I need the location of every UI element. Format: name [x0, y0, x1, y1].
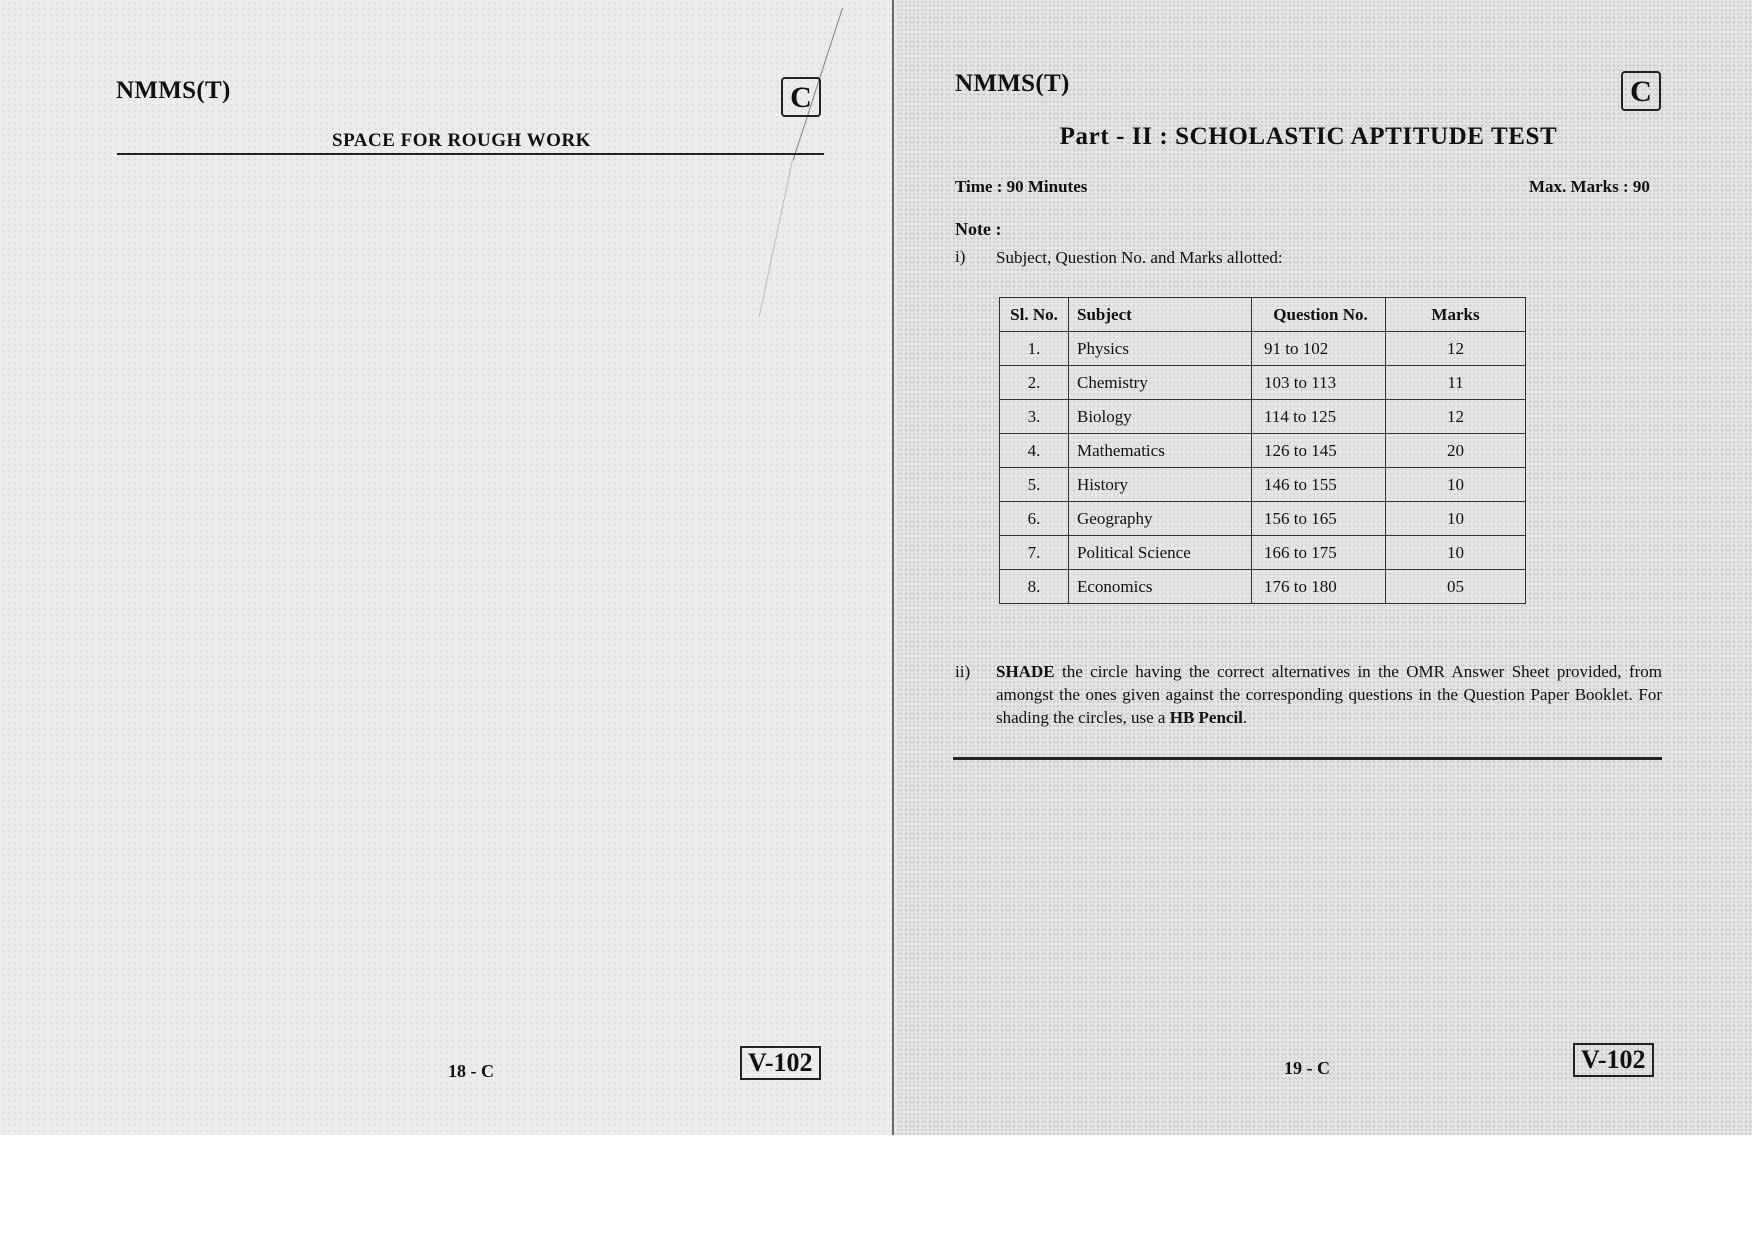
subject-cell: Political Science [1069, 536, 1252, 570]
serial-cell: 5. [1000, 468, 1069, 502]
subject-cell: Physics [1069, 332, 1252, 366]
subject-cell: Chemistry [1069, 366, 1252, 400]
marks-table [999, 297, 1526, 604]
subject-cell: Economics [1069, 570, 1252, 604]
left-page-number: 18 - C [448, 1061, 494, 1081]
table-row [1000, 468, 1526, 502]
table-row [1000, 332, 1526, 366]
subject-cell: Geography [1069, 502, 1252, 536]
left-header-rule [117, 153, 824, 155]
max-marks: Max. Marks : 90 [1529, 177, 1650, 196]
part-title: Part - II : SCHOLASTIC APTITUDE TEST [1059, 123, 1558, 150]
table-row [1000, 570, 1526, 604]
table-row [1000, 366, 1526, 400]
table-row [1000, 536, 1526, 570]
question-range-cell: 103 to 113 [1252, 366, 1386, 400]
note-number: ii) [955, 662, 971, 681]
column-header: Question No. [1252, 298, 1386, 332]
time-allowed: Time : 90 Minutes [955, 177, 1088, 196]
right-paper-code: V-102 [1573, 1043, 1654, 1077]
question-range-cell: 91 to 102 [1252, 332, 1386, 366]
marks-cell: 05 [1386, 570, 1526, 604]
left-page [0, 0, 893, 1135]
note-emphasis: SHADE [996, 662, 1055, 681]
question-range-cell: 176 to 180 [1252, 570, 1386, 604]
serial-cell: 1. [1000, 332, 1069, 366]
left-header-code: NMMS(T) [116, 77, 231, 104]
left-paper-code: V-102 [740, 1046, 821, 1080]
question-range-cell: 114 to 125 [1252, 400, 1386, 434]
marks-cell: 10 [1386, 468, 1526, 502]
note-number: i) [955, 247, 966, 266]
note-emphasis: HB Pencil [1169, 708, 1243, 727]
note-label: Note : [955, 219, 1002, 239]
marks-cell: 12 [1386, 400, 1526, 434]
column-header: Marks [1386, 298, 1526, 332]
question-range-cell: 156 to 165 [1252, 502, 1386, 536]
note-text-segment: . [1242, 708, 1248, 727]
question-range-cell: 126 to 145 [1252, 434, 1386, 468]
page-gutter [892, 0, 894, 1135]
table-row [1000, 400, 1526, 434]
table-row [1000, 434, 1526, 468]
question-range-cell: 166 to 175 [1252, 536, 1386, 570]
subject-cell: Biology [1069, 400, 1252, 434]
right-booklet-letter: C [1621, 71, 1661, 111]
column-header: Subject [1069, 298, 1252, 332]
marks-cell: 20 [1386, 434, 1526, 468]
serial-cell: 6. [1000, 502, 1069, 536]
section-end-rule [953, 757, 1662, 760]
marks-cell: 10 [1386, 502, 1526, 536]
note-text [996, 660, 1662, 729]
left-booklet-letter: C [781, 77, 821, 117]
right-page-number: 19 - C [1284, 1058, 1330, 1078]
question-range-cell: 146 to 155 [1252, 468, 1386, 502]
rough-work-title: SPACE FOR ROUGH WORK [332, 130, 591, 151]
marks-cell: 11 [1386, 366, 1526, 400]
serial-cell: 7. [1000, 536, 1069, 570]
serial-cell: 8. [1000, 570, 1069, 604]
serial-cell: 2. [1000, 366, 1069, 400]
note-text: Subject, Question No. and Marks allotted: [996, 248, 1283, 267]
subject-cell: History [1069, 468, 1252, 502]
serial-cell: 3. [1000, 400, 1069, 434]
marks-cell: 12 [1386, 332, 1526, 366]
right-header-code: NMMS(T) [955, 70, 1070, 97]
note-text-segment: the circle having the correct alternatives in the OMR Answer Sheet provided, from amongst the ones given against the corresponding questions in the Question Paper Booklet. For shading the circles, use a [996, 662, 1662, 727]
column-header: Sl. No. [1000, 298, 1069, 332]
subject-cell: Mathematics [1069, 434, 1252, 468]
table-row [1000, 502, 1526, 536]
marks-cell: 10 [1386, 536, 1526, 570]
table-header-row [1000, 298, 1526, 332]
serial-cell: 4. [1000, 434, 1069, 468]
